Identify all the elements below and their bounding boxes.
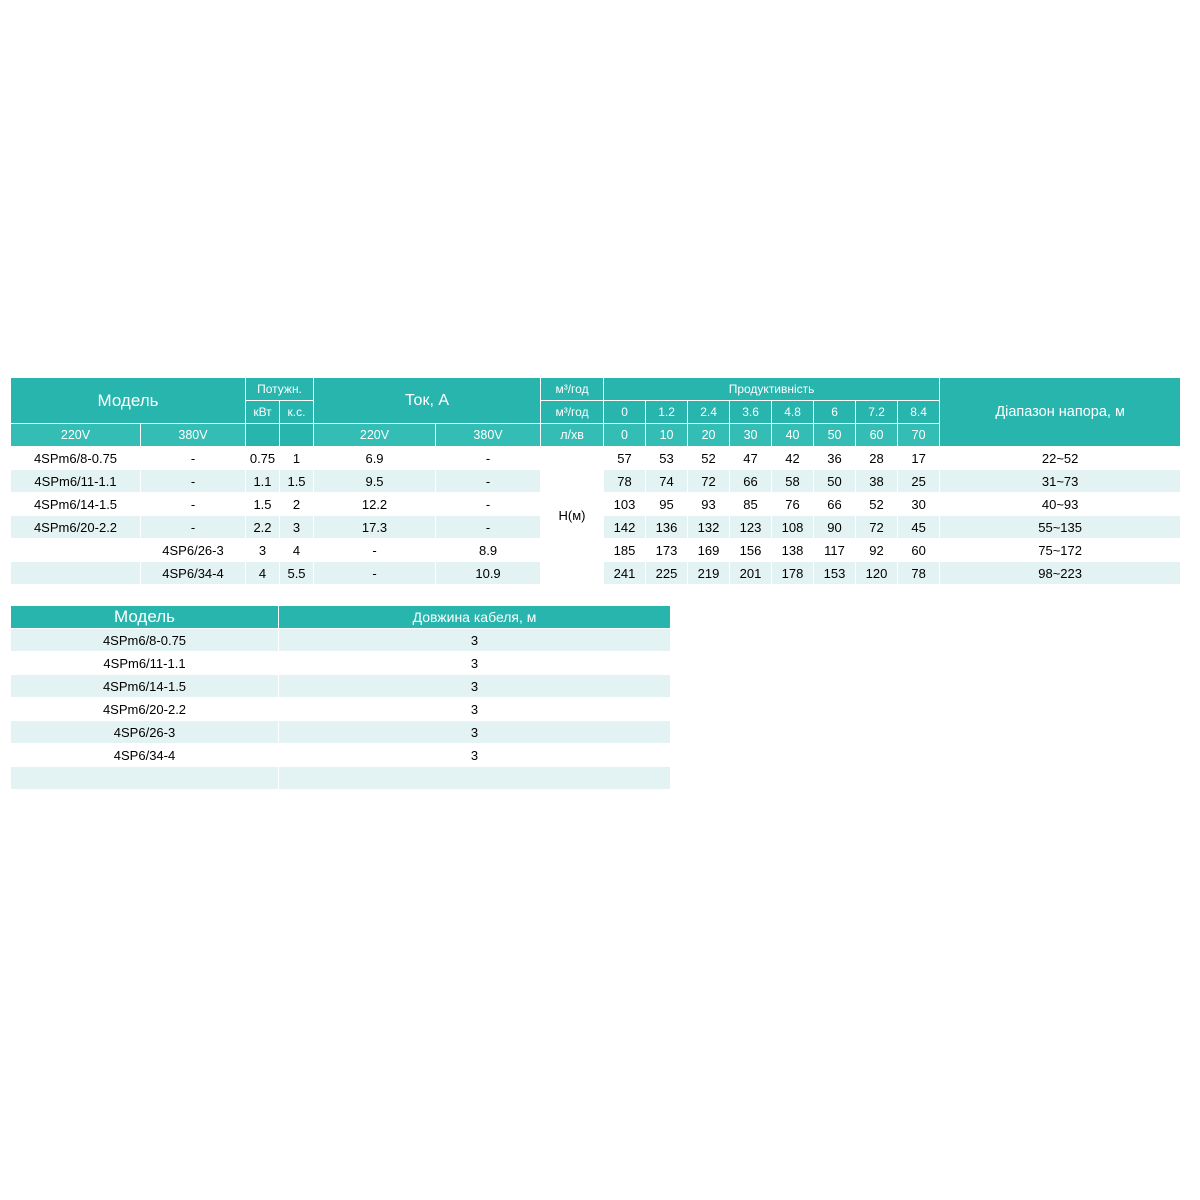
cell-head-0: 103 [604, 493, 646, 516]
cable-cell-length: 3 [279, 744, 671, 767]
cable-cell-model: 4SP6/26-3 [11, 721, 279, 744]
cell-head-7: 78 [898, 562, 940, 585]
cell-head-6: 38 [856, 470, 898, 493]
cell-head-6: 120 [856, 562, 898, 585]
cell-a380: - [436, 470, 541, 493]
cable-cell-model: 4SP6/34-4 [11, 744, 279, 767]
cell-a220: - [314, 539, 436, 562]
cell-head-7: 17 [898, 447, 940, 470]
cell-model-220: 4SPm6/20-2.2 [11, 516, 141, 539]
cell-a220: 17.3 [314, 516, 436, 539]
cell-kw: 2.2 [246, 516, 280, 539]
table-row-spacer [11, 767, 671, 790]
cell-head-2: 219 [688, 562, 730, 585]
cell-hp: 4 [280, 539, 314, 562]
cell-head-0: 57 [604, 447, 646, 470]
header-power-kw-spacer [246, 424, 280, 447]
cell-a220: 12.2 [314, 493, 436, 516]
cell-head-1: 225 [646, 562, 688, 585]
cell-range: 40~93 [940, 493, 1181, 516]
flow-m3-0: 0 [604, 401, 646, 424]
table-row [11, 652, 671, 675]
flow-l-2: 20 [688, 424, 730, 447]
table-row [11, 447, 1181, 470]
cell-model-220 [11, 562, 141, 585]
cell-head-1: 74 [646, 470, 688, 493]
flow-m3-5: 6 [814, 401, 856, 424]
cell-head-4: 108 [772, 516, 814, 539]
flow-m3-1: 1.2 [646, 401, 688, 424]
flow-m3-7: 8.4 [898, 401, 940, 424]
cell-kw: 1.5 [246, 493, 280, 516]
cell-model-380: - [141, 470, 246, 493]
cell-h-label: H(м) [541, 447, 604, 585]
flow-l-0: 0 [604, 424, 646, 447]
cable-cell-model: 4SPm6/14-1.5 [11, 675, 279, 698]
header-power-hp-spacer [280, 424, 314, 447]
cell-model-220 [11, 539, 141, 562]
cell-model-380: - [141, 516, 246, 539]
flow-m3-3: 3.6 [730, 401, 772, 424]
cell-head-4: 76 [772, 493, 814, 516]
cell-head-7: 30 [898, 493, 940, 516]
cell-head-2: 93 [688, 493, 730, 516]
cell-head-6: 52 [856, 493, 898, 516]
cell-hp: 1 [280, 447, 314, 470]
header-head-range-cell [940, 378, 1181, 447]
cable-cell-length: 3 [279, 721, 671, 744]
table-row [11, 744, 671, 767]
flow-l-7: 70 [898, 424, 940, 447]
cell-head-6: 72 [856, 516, 898, 539]
cell-head-1: 95 [646, 493, 688, 516]
cell-range: 31~73 [940, 470, 1181, 493]
cell-hp: 2 [280, 493, 314, 516]
cell-head-4: 58 [772, 470, 814, 493]
cell-head-6: 92 [856, 539, 898, 562]
cell-head-7: 25 [898, 470, 940, 493]
cell-kw: 3 [246, 539, 280, 562]
cell-head-5: 117 [814, 539, 856, 562]
cable-cell-length: 3 [279, 652, 671, 675]
cable-table-container [10, 605, 670, 790]
flow-l-3: 30 [730, 424, 772, 447]
cell-hp: 3 [280, 516, 314, 539]
cell-head-1: 173 [646, 539, 688, 562]
cell-head-3: 123 [730, 516, 772, 539]
spacer-cell-right [279, 767, 671, 790]
cell-head-1: 136 [646, 516, 688, 539]
header-performance-cell: Продуктивність [604, 378, 940, 401]
cell-head-6: 28 [856, 447, 898, 470]
cell-a380: 8.9 [436, 539, 541, 562]
head-range-text: Діапазон напора, м [995, 403, 1125, 420]
cell-head-3: 85 [730, 493, 772, 516]
cable-cell-length: 3 [279, 629, 671, 652]
cell-model-380: 4SP6/26-3 [141, 539, 246, 562]
cell-head-5: 66 [814, 493, 856, 516]
cell-head-0: 142 [604, 516, 646, 539]
spec-header-row-top [11, 378, 1181, 401]
cell-range: 55~135 [940, 516, 1181, 539]
cell-a220: - [314, 562, 436, 585]
cable-header-row [11, 606, 671, 629]
cell-model-380: - [141, 493, 246, 516]
cell-model-220: 4SPm6/11-1.1 [11, 470, 141, 493]
cell-hp: 1.5 [280, 470, 314, 493]
cell-a380: - [436, 493, 541, 516]
cell-head-5: 90 [814, 516, 856, 539]
cell-head-1: 53 [646, 447, 688, 470]
flow-l-1: 10 [646, 424, 688, 447]
header-power-kw: кВт [246, 401, 280, 424]
cell-a380: 10.9 [436, 562, 541, 585]
cell-model-380: 4SP6/34-4 [141, 562, 246, 585]
header-current-cell: Ток, А [314, 378, 541, 424]
header-power-hp: к.с. [280, 401, 314, 424]
spec-table-real [10, 377, 1180, 585]
header-current-220: 220V [314, 424, 436, 447]
cell-head-5: 36 [814, 447, 856, 470]
cell-head-7: 45 [898, 516, 940, 539]
flow-l-5: 50 [814, 424, 856, 447]
flow-l-4: 40 [772, 424, 814, 447]
cable-cell-model: 4SPm6/8-0.75 [11, 629, 279, 652]
cable-cell-model: 4SPm6/20-2.2 [11, 698, 279, 721]
cell-head-5: 153 [814, 562, 856, 585]
cell-hp: 5.5 [280, 562, 314, 585]
cell-a380: - [436, 516, 541, 539]
cell-head-3: 66 [730, 470, 772, 493]
cell-model-380: - [141, 447, 246, 470]
cell-head-7: 60 [898, 539, 940, 562]
cell-a380: - [436, 447, 541, 470]
cell-head-2: 169 [688, 539, 730, 562]
flow-l-6: 60 [856, 424, 898, 447]
header-model-cell: Модель [11, 378, 246, 424]
cell-head-0: 78 [604, 470, 646, 493]
table-row [11, 698, 671, 721]
cable-header-model: Модель [11, 606, 279, 629]
cell-head-4: 138 [772, 539, 814, 562]
cell-head-3: 156 [730, 539, 772, 562]
spacer-cell-left [11, 767, 279, 790]
flow-m3-6: 7.2 [856, 401, 898, 424]
cell-head-4: 42 [772, 447, 814, 470]
specification-table-main [10, 377, 1181, 585]
cell-head-2: 72 [688, 470, 730, 493]
header-unit-l: л/хв [541, 424, 604, 447]
table-row [11, 629, 671, 652]
cell-range: 75~172 [940, 539, 1181, 562]
header-model-380: 380V [141, 424, 246, 447]
cell-head-0: 241 [604, 562, 646, 585]
cell-head-2: 132 [688, 516, 730, 539]
cable-cell-model: 4SPm6/11-1.1 [11, 652, 279, 675]
cell-range: 22~52 [940, 447, 1181, 470]
cell-range: 98~223 [940, 562, 1181, 585]
header-unit-m3-row: м³/год [541, 401, 604, 424]
flow-m3-2: 2.4 [688, 401, 730, 424]
cell-kw: 0.75 [246, 447, 280, 470]
cable-cell-length: 3 [279, 698, 671, 721]
cell-head-2: 52 [688, 447, 730, 470]
cable-length-table [10, 605, 671, 790]
header-unit-m3: м³/год [541, 378, 604, 401]
flow-m3-4: 4.8 [772, 401, 814, 424]
cell-head-5: 50 [814, 470, 856, 493]
cell-head-0: 185 [604, 539, 646, 562]
cell-model-220: 4SPm6/14-1.5 [11, 493, 141, 516]
header-current-380: 380V [436, 424, 541, 447]
header-model-220: 220V [11, 424, 141, 447]
cell-head-3: 47 [730, 447, 772, 470]
cell-kw: 4 [246, 562, 280, 585]
table-row [11, 675, 671, 698]
cell-model-220: 4SPm6/8-0.75 [11, 447, 141, 470]
cable-header-length: Довжина кабеля, м [279, 606, 671, 629]
cell-a220: 6.9 [314, 447, 436, 470]
header-power-cell: Потужн. [246, 378, 314, 401]
cell-head-4: 178 [772, 562, 814, 585]
cell-a220: 9.5 [314, 470, 436, 493]
cell-head-3: 201 [730, 562, 772, 585]
cable-cell-length: 3 [279, 675, 671, 698]
cell-kw: 1.1 [246, 470, 280, 493]
table-row [11, 721, 671, 744]
